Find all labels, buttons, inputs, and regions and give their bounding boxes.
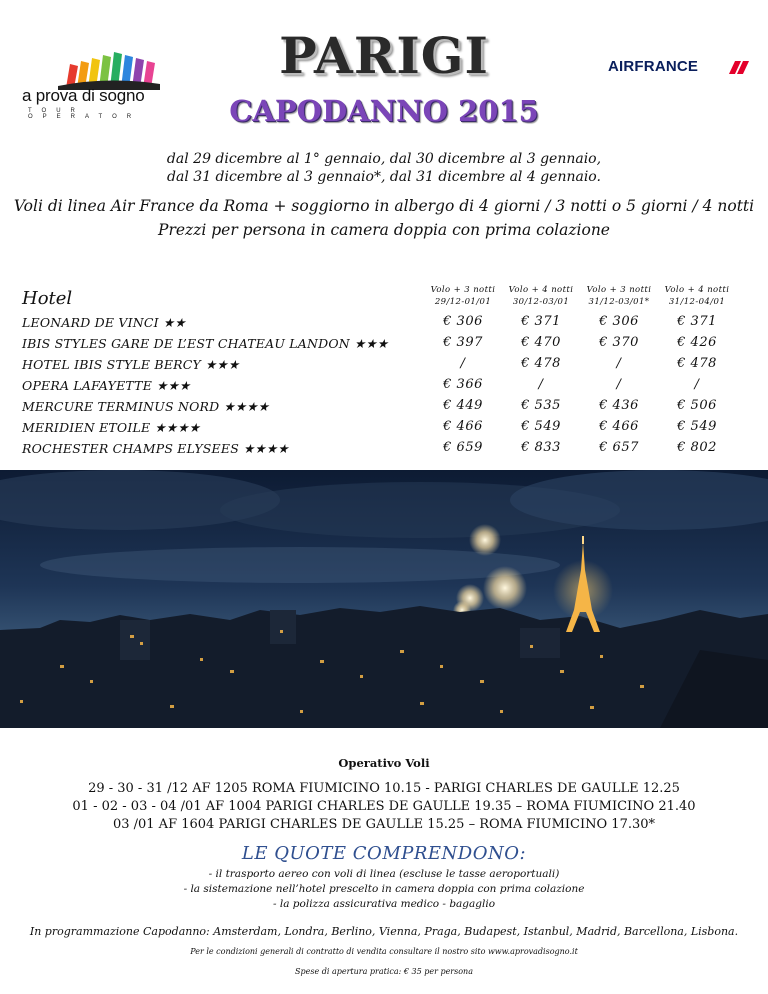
hotel-name: ROCHESTER CHAMPS ELYSEES ★★★★ <box>22 441 289 456</box>
price-cell: € 535 <box>521 398 561 413</box>
offer-description <box>0 194 768 242</box>
table-row <box>22 417 752 437</box>
price-cell: / <box>460 356 466 371</box>
price-cell: € 549 <box>677 419 717 434</box>
hotel-name: MERCURE TERMINUS NORD ★★★★ <box>22 399 270 414</box>
flight-schedule-title: Operativo Voli <box>338 756 430 770</box>
hotel-name: MERIDIEN ETOILE ★★★★ <box>22 420 201 435</box>
price-cell: / <box>616 356 622 371</box>
hotel-name: LEONARD DE VINCI ★★ <box>22 315 186 330</box>
table-row <box>22 354 752 374</box>
price-cell: € 366 <box>443 377 483 392</box>
included-item: - la polizza assicurativa medico - bagaglio <box>272 898 496 910</box>
included-title: LE QUOTE COMPRENDONO: <box>241 843 527 864</box>
price-cell: € 371 <box>521 314 561 329</box>
column-dates: 29/12-01/01 <box>434 297 492 307</box>
price-cell: € 506 <box>677 398 717 413</box>
brand-tagline: TOUR OPERATOR <box>28 108 142 120</box>
price-cell: € 306 <box>443 314 483 329</box>
price-cell: € 466 <box>599 419 639 434</box>
firework-icon <box>483 566 527 610</box>
table-row <box>22 438 752 458</box>
paris-skyline-image <box>0 470 768 728</box>
table-row <box>22 375 752 395</box>
brand-name: a prova di sogno <box>22 86 145 105</box>
firework-icon <box>469 524 501 556</box>
other-destinations: In programmazione Capodanno: Amsterdam, Londra, Berlino, Vienna, Praga, Budapest, Istanbul, Madrid, Barcellona, Lisbona. <box>29 925 739 938</box>
flight-line: 29 - 30 - 31 /12 AF 1205 ROMA FIUMICINO 10.15 - PARIGI CHARLES DE GAULLE 12.25 <box>88 781 680 796</box>
included-item: - il trasporto aereo con voli di linea (escluse le tasse aeroportuali) <box>208 868 560 880</box>
price-cell: € 549 <box>521 419 561 434</box>
price-cell: € 371 <box>677 314 717 329</box>
column-header <box>580 284 658 308</box>
price-cell: € 478 <box>521 356 561 371</box>
flight-line: 03 /01 AF 1604 PARIGI CHARLES DE GAULLE 15.25 – ROMA FIUMICINO 17.30* <box>112 817 656 832</box>
page-title: PARIGI <box>279 26 489 85</box>
price-cell: € 436 <box>599 398 639 413</box>
offer-line: Prezzi per persona in camera doppia con prima colazione <box>158 221 610 239</box>
price-cell: € 426 <box>677 335 717 350</box>
column-label: Volo + 3 notti <box>430 285 496 295</box>
travel-dates <box>0 150 768 186</box>
price-cell: / <box>616 377 622 392</box>
column-header <box>424 284 502 308</box>
column-label: Volo + 3 notti <box>586 285 652 295</box>
column-header <box>502 284 580 308</box>
price-cell: € 466 <box>443 419 483 434</box>
column-label: Volo + 4 notti <box>664 285 730 295</box>
table-row <box>22 396 752 416</box>
hotel-name: OPERA LAFAYETTE ★★★ <box>22 378 191 393</box>
column-dates: 31/12-04/01 <box>668 297 726 307</box>
price-cell: € 306 <box>599 314 639 329</box>
included-list <box>0 867 768 912</box>
column-label: Volo + 4 notti <box>508 285 574 295</box>
table-row <box>22 333 752 353</box>
price-cell: € 449 <box>443 398 483 413</box>
column-header <box>658 284 736 308</box>
terms-note: Per le condizioni generali di contratto di vendita consultare il nostro sito www.aprovadisogno.it <box>190 947 578 956</box>
included-item: - la sistemazione nell’hotel prescelto in camera doppia con prima colazione <box>183 883 585 895</box>
flight-schedule <box>0 780 768 834</box>
price-cell: € 659 <box>443 440 483 455</box>
dates-line: dal 31 dicembre al 3 gennaio*, dal 31 dicembre al 4 gennaio. <box>167 169 601 185</box>
page-subtitle: CAPODANNO 2015 <box>229 94 539 128</box>
offer-line: Voli di linea Air France da Roma + soggiorno in albergo di 4 giorni / 3 notti o 5 giorni / 4 notti <box>13 197 755 215</box>
price-cell: € 470 <box>521 335 561 350</box>
hotel-column-header: Hotel <box>22 288 73 309</box>
table-row <box>22 312 752 332</box>
fees-note: Spese di apertura pratica: € 35 per persona <box>295 967 473 976</box>
price-cell: / <box>538 377 544 392</box>
price-cell: € 397 <box>443 335 483 350</box>
price-cell: € 657 <box>599 440 639 455</box>
paris-night-photo <box>0 470 768 728</box>
price-cell: € 478 <box>677 356 717 371</box>
price-cell: € 833 <box>521 440 561 455</box>
hotel-name: IBIS STYLES GARE DE L’EST CHATEAU LANDON ★★★ <box>22 336 389 351</box>
price-cell: € 370 <box>599 335 639 350</box>
column-dates: 30/12-03/01 <box>512 297 570 307</box>
price-cell: / <box>694 377 700 392</box>
hotel-name: HOTEL IBIS STYLE BERCY ★★★ <box>22 357 240 372</box>
dates-line: dal 29 dicembre al 1° gennaio, dal 30 dicembre al 3 gennaio, <box>166 151 602 167</box>
column-dates: 31/12-03/01* <box>588 297 650 307</box>
price-cell: € 802 <box>677 440 717 455</box>
airline-name: AIRFRANCE <box>608 58 699 75</box>
flight-line: 01 - 02 - 03 - 04 /01 AF 1004 PARIGI CHARLES DE GAULLE 19.35 – ROMA FIUMICINO 21.40 <box>72 799 696 814</box>
